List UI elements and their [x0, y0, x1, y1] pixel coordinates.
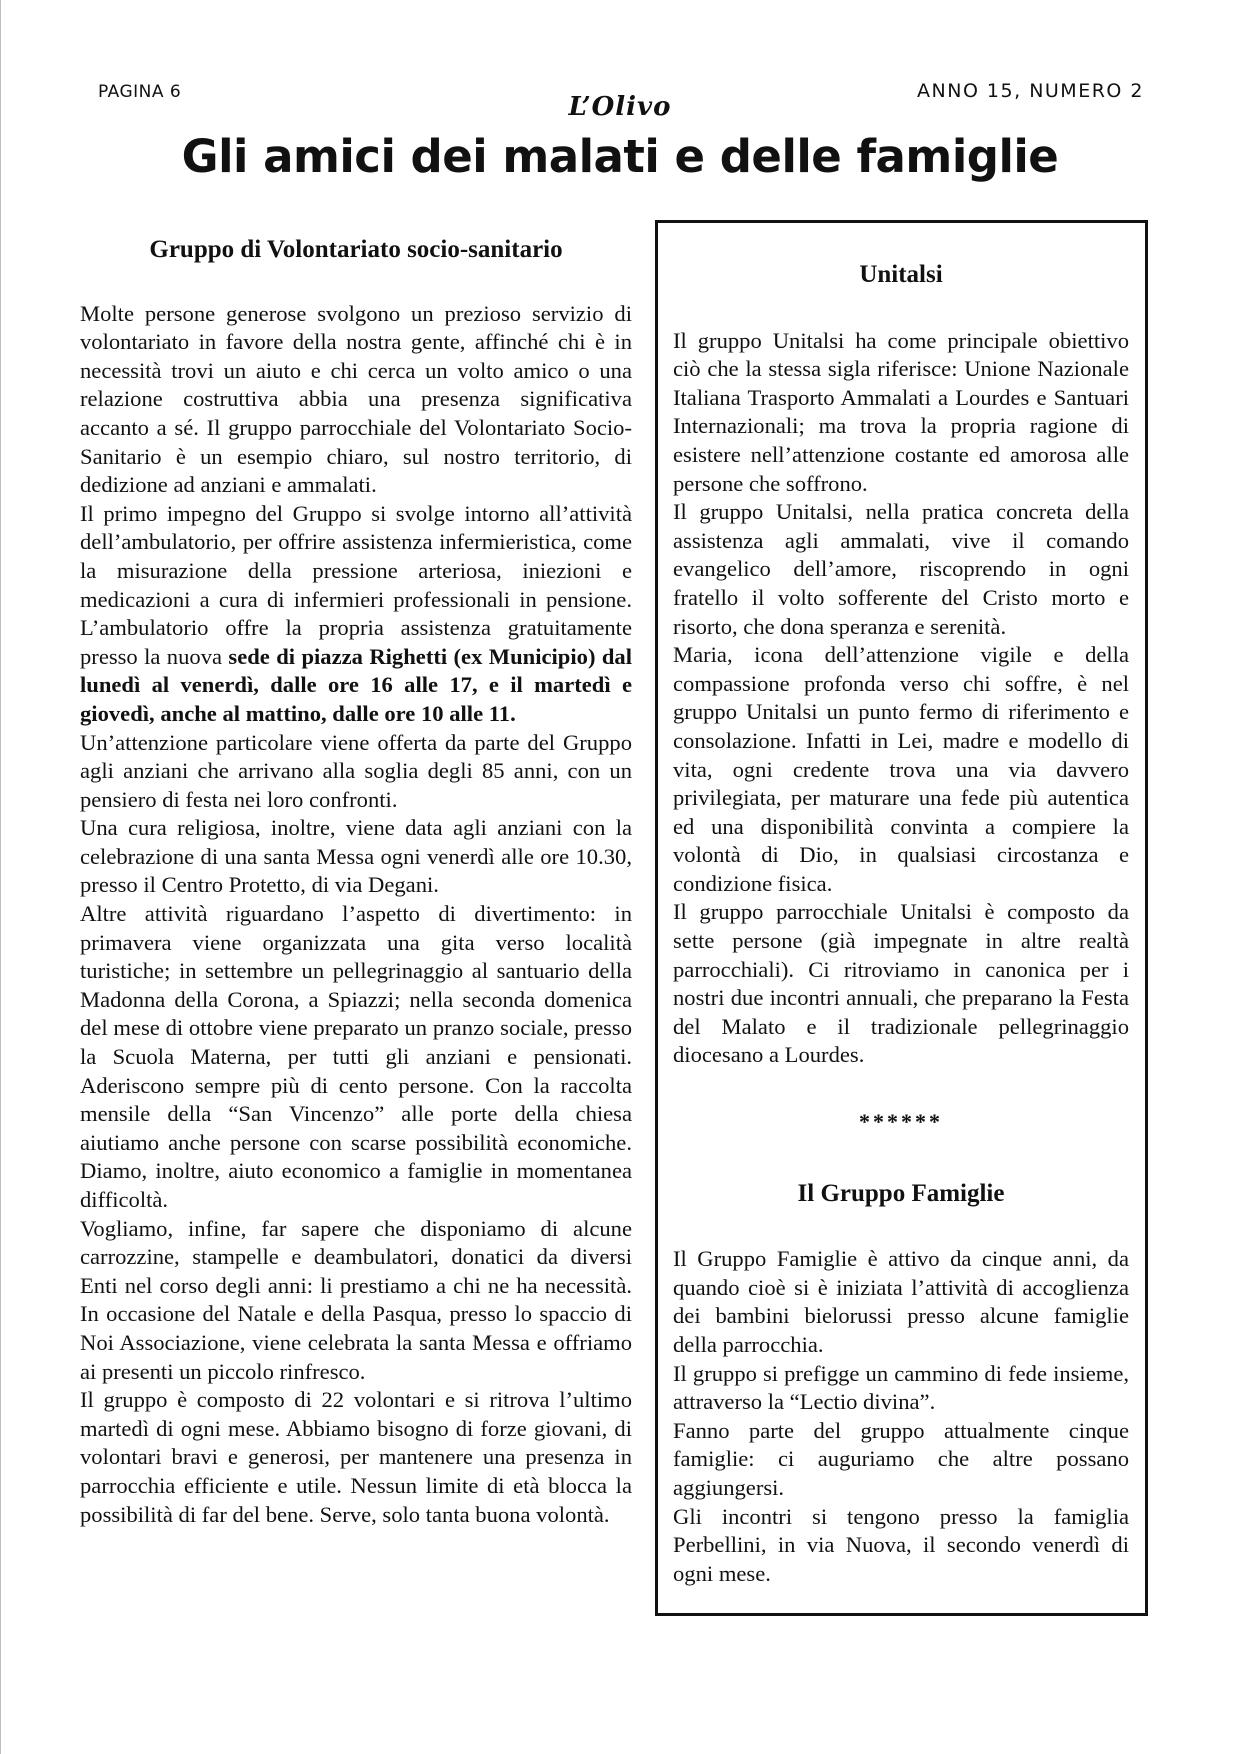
volunteer-paragraph-5: Altre attività riguardano l’aspetto di divertimento: in primavera viene organizzata una gita verso località turistiche; in settembre un pellegrinaggio al santuario della Madonna della Corona, a Spiazzi; nella seconda domenica del mese di ottobre viene preparato un pranzo sociale, presso la Scuola Materna, per tutti gli anziani e pensionati. Aderiscono sempre più di cento persone. Con la raccolta mensile della “San Vincenzo” alle porte della chiesa aiutiamo anche persone con scarse possibilità economiche. Diamo, inoltre, aiuto economico a famiglie in momentanea difficoltà. [80, 901, 632, 1212]
volunteer-paragraph-3: Un’attenzione particolare viene offerta da parte del Gruppo agli anziani che arrivano alla soglia degli 85 anni, con un pensiero di festa nei loro confronti. [80, 729, 632, 812]
famiglie-paragraph-1: Il Gruppo Famiglie è attivo da cinque anni, da quando cioè si è iniziata l’attività di accoglienza dei bambini bielorussi presso alcune famiglie della parrocchia. [673, 1246, 1129, 1357]
volunteer-article [80, 236, 632, 1529]
unitalsi-paragraph-1: Il gruppo Unitalsi ha come principale obiettivo ciò che la stessa sigla riferisce: Unione Nazionale Italiana Trasporto Ammalati a Lourdes e Santuari Internazionali; ma trova la propria ragione di esistere nell’attenzione costante ed amorosa alle persone che soffrono. [673, 327, 1129, 496]
famiglie-heading: Il Gruppo Famiglie [797, 1179, 1005, 1207]
sidebar-content [673, 261, 1129, 1588]
unitalsi-paragraph-2: Il gruppo Unitalsi, nella pratica concreta della assistenza agli ammalati, vive il comando evangelico dell’amore, riscoprendo in ogni fratello il volto sofferente del Cristo morto e risorto, che dona speranza e serenità. [673, 499, 1129, 639]
unitalsi-paragraph-3: Maria, icona dell’attenzione vigile e della compassione profonda verso chi soffre, è nel gruppo Unitalsi un punto fermo di riferimento e consolazione. Infatti in Lei, madre e modello di vita, ogni credente trova una via davvero privilegiata, per maturare una fede più autentica ed una disponibilità convinta a compiere la volontà di Dio, in qualsiasi circostanza e condizione fisica. [673, 642, 1129, 896]
sidebar-box [655, 220, 1148, 1616]
page-number: PAGINA 6 [98, 82, 182, 102]
volunteer-paragraph-6: Vogliamo, infine, far sapere che disponiamo di alcune carrozzine, stampelle e deambulatori, donatici da diversi Enti nel corso degli anni: li prestiamo a chi ne ha necessità. In occasione del Natale e della Pasqua, presso lo spaccio di Noi Associazione, viene celebrata la santa Messa e offriamo ai presenti un piccolo rinfresco. [80, 1215, 632, 1384]
volunteer-paragraph-1: Molte persone generose svolgono un prezioso servizio di volontariato in favore della nostra gente, affinché chi è in necessità trovi un aiuto e chi cerca un volto amico o una relazione costruttiva abbia una presenza significativa accanto a sé. Il gruppo parrocchiale del Volontariato Socio-Sanitario è un esempio chiaro, sul nostro territorio, di dedizione ad anziani e ammalati. [80, 300, 632, 498]
famiglie-paragraph-2: Il gruppo si prefigge un cammino di fede insieme, attraverso la “Lectio divina”. [673, 1360, 1129, 1415]
issue-info: ANNO 15, NUMERO 2 [917, 80, 1144, 102]
page-title: Gli amici dei malati e delle famiglie [181, 130, 1059, 183]
unitalsi-heading: Unitalsi [859, 261, 943, 288]
famiglie-paragraph-4: Gli incontri si tengono presso la famiglia Perbellini, in via Nuova, il secondo venerdì di ogni mese. [673, 1503, 1129, 1586]
page-edge-line [0, 0, 1, 1754]
famiglie-paragraph-3: Fanno parte del gruppo attualmente cinque famiglie: ci auguriamo che altre possano aggiungersi. [673, 1417, 1129, 1500]
section-separator: ****** [859, 1109, 943, 1135]
volunteer-heading: Gruppo di Volontariato socio-sanitario [149, 236, 563, 263]
volunteer-paragraph-7: Il gruppo è composto di 22 volontari e si ritrova l’ultimo martedì di ogni mese. Abbiamo bisogno di forze giovani, di volontari bravi e generosi, per mantenere una presenza in parrocchia efficiente e utile. Nessun limite di età blocca la possibilità di far del bene. Serve, solo tanta buona volontà. [80, 1387, 632, 1527]
masthead-logo: L’Olivo [568, 92, 672, 122]
volunteer-paragraph-2 [80, 500, 632, 729]
unitalsi-paragraph-4: Il gruppo parrocchiale Unitalsi è composto da sette persone (già impegnate in altre realtà parrocchiali). Ci ritroviamo in canonica per i nostri due incontri annuali, che preparano la Festa del Malato e il tradizionale pellegrinaggio diocesano a Lourdes. [673, 899, 1129, 1068]
volunteer-paragraph-2-text: Il primo impegno del Gruppo si svolge intorno all’attività dell’ambulatorio, per offrire assistenza infermieristica, come la misurazione della pressione arteriosa, iniezioni e medicazioni a cura di infermieri professionali in pensione. L’ambulatorio offre la propria assistenza gratuitamente presso la nuova [80, 500, 632, 669]
volunteer-paragraph-4: Una cura religiosa, inoltre, viene data agli anziani con la celebrazione di una santa Messa ogni venerdì alle ore 10.30, presso il Centro Protetto, di via Degani. [80, 815, 632, 898]
ambulatory-hours: sede di piazza Righetti (ex Municipio) dal lunedì al venerdì, dalle ore 16 alle 17, e il martedì e giovedì, anche al mattino, dalle ore 10 alle 11. [80, 643, 632, 726]
